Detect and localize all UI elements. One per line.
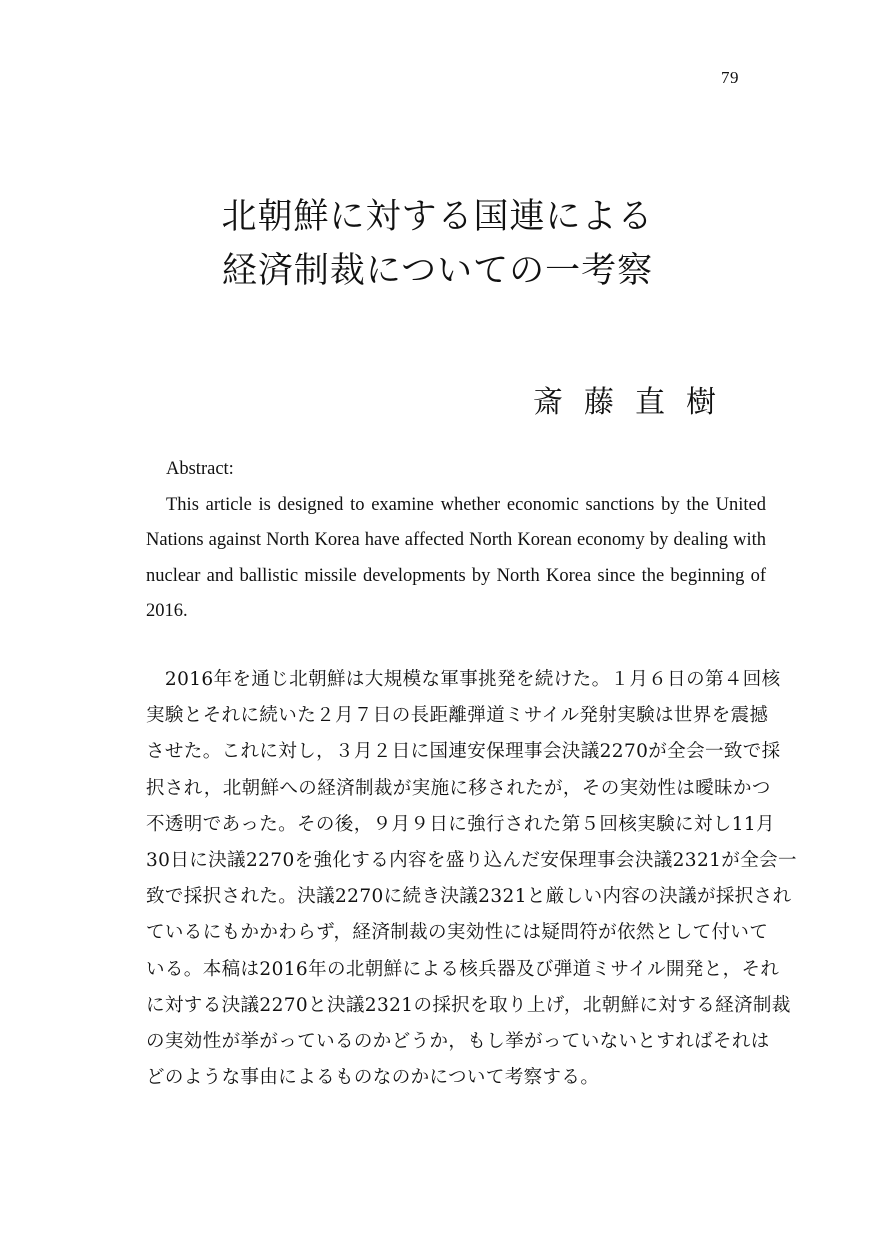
body-line: 30日に決議2270を強化する内容を盛り込んだ安保理事会決議2321が全会一 (146, 850, 797, 872)
body-line: の実効性が挙がっているのかどうか，もし挙がっていないとすればそれは (146, 1031, 770, 1053)
abstract-text: This article is designed to examine whether economic sanctions by the United Nations against North Korea have affected North Korean economy by dealing with nuclear and ballistic missile developments by North Korea since the beginning of 2016. (146, 494, 766, 621)
body-line: 択され，北朝鮮への経済制裁が実施に移されたが，その実効性は曖昧かつ (146, 777, 771, 799)
body-line: 致で採択された。決議2270に続き決議2321と厳しい内容の決議が採択され (146, 886, 792, 908)
body-paragraph (146, 662, 797, 1096)
body-line: に対する決議2270と決議2321の採択を取り上げ，北朝鮮に対する経済制裁 (146, 994, 791, 1016)
page-number: 79 (721, 68, 739, 87)
article-title (0, 190, 875, 298)
title-line-1: 北朝鮮に対する国連による (221, 197, 654, 237)
body-line: させた。これに対し，３月２日に国連安保理事会決議2270が全会一致で採 (146, 741, 781, 763)
body-line: 実験とそれに続いた２月７日の長距離弾道ミサイル発射実験は世界を震撼 (146, 705, 769, 727)
body-line: いる。本稿は2016年の北朝鮮による核兵器及び弾道ミサイル開発と，それ (146, 958, 780, 980)
body-line: 2016年を通じ北朝鮮は大規模な軍事挑発を続けた。１月６日の第４回核 (146, 669, 781, 690)
body-line: どのような事由によるものなのかについて考察する。 (146, 1067, 600, 1089)
title-line-2: 経済制裁についての一考察 (221, 251, 654, 291)
body-line: ているにもかかわらず，経済制裁の実効性には疑問符が依然として付いて (146, 922, 769, 944)
body-line: 不透明であった。その後，９月９日に強行された第５回核実験に対し11月 (146, 813, 775, 835)
author-name: 斎藤直樹 (533, 385, 737, 420)
abstract-heading: Abstract: (166, 459, 234, 479)
abstract-section (146, 452, 766, 630)
